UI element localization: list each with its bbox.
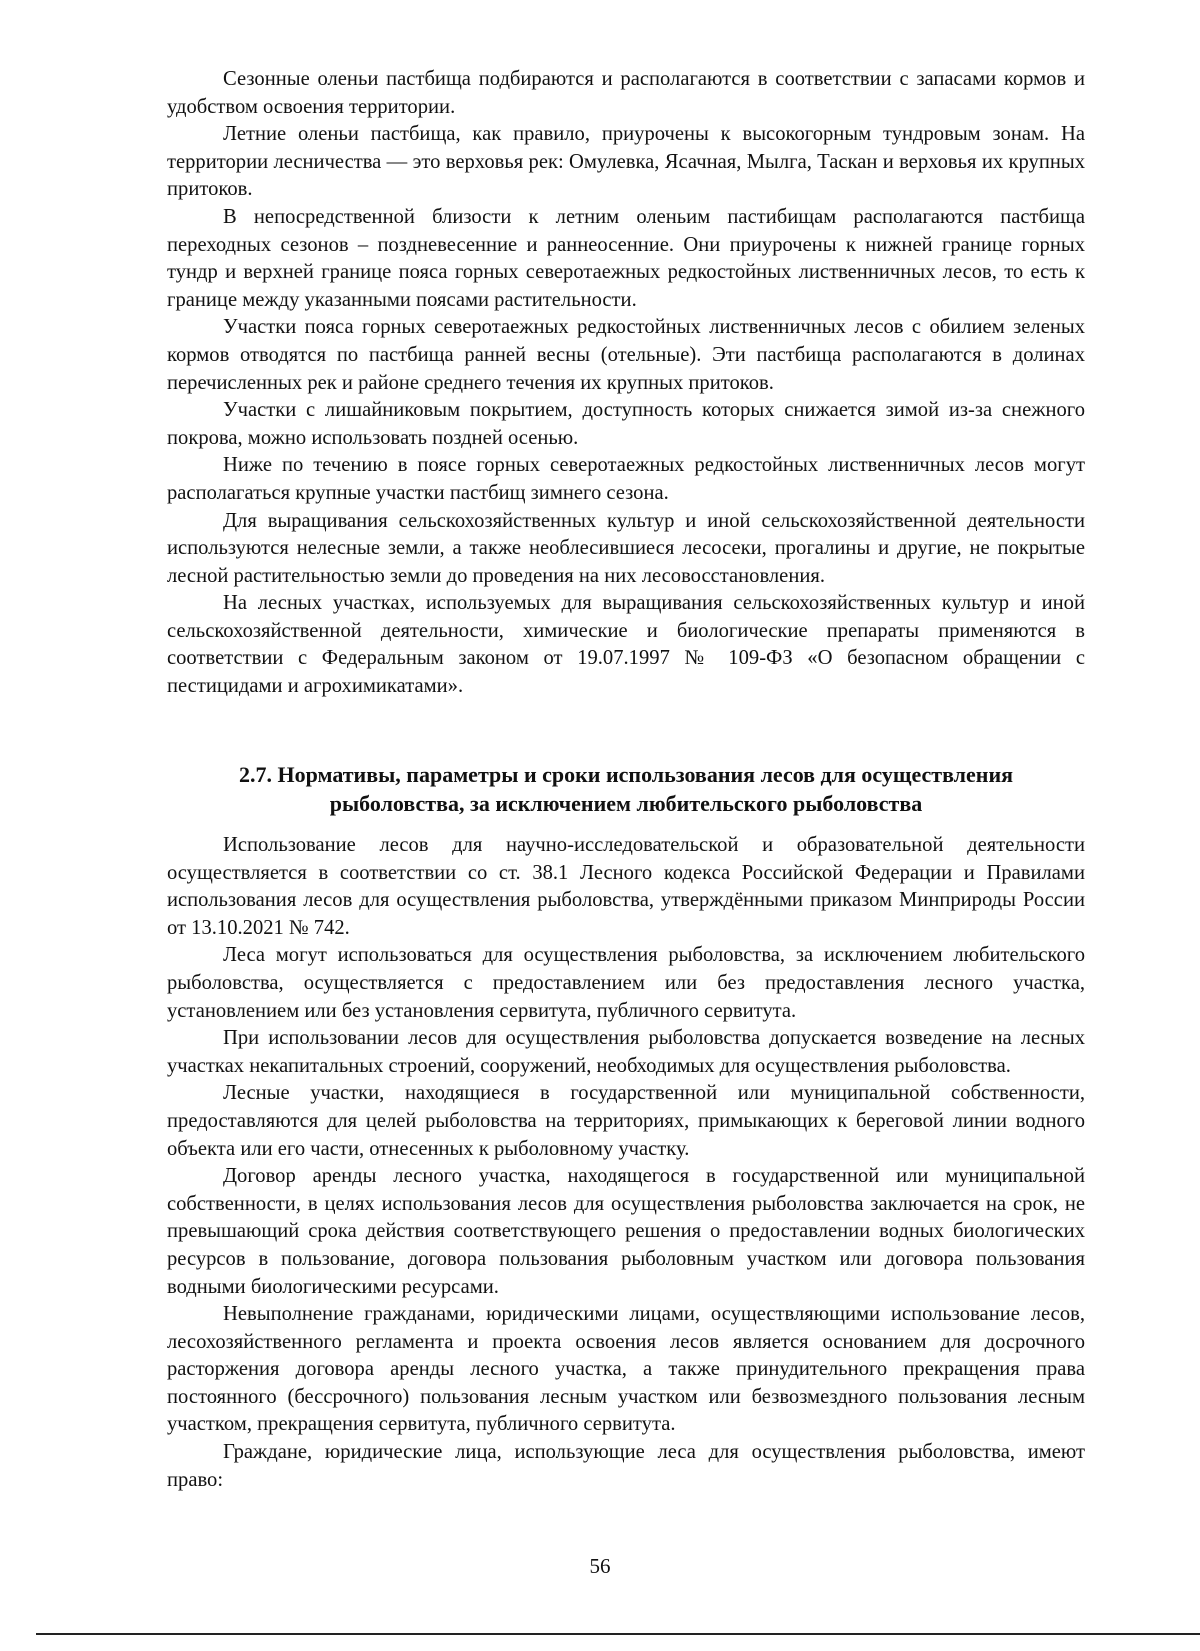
paragraph: На лесных участках, используемых для выращивания сельскохозяйственных культур и иной сельскохозяйственной деятельности, химические и биологические препараты применяются в соответствии с Федеральным законом от 19.07.1997 № 109-ФЗ «О безопасном обращении с пестицидами и агрохимикатами». bbox=[167, 592, 1085, 698]
paragraph: Участки с лишайниковым покрытием, доступность которых снижается зимой из-за снежного покрова, можно использовать поздней осенью. bbox=[167, 399, 1085, 449]
paragraph: Участки пояса горных северотаежных редкостойных лиственничных лесов с обилием зеленых кормов отводятся по пастбища ранней весны (отельные). Эти пастбища располагаются в долинах перечисленных рек и районе среднего течения их крупных притоков. bbox=[167, 316, 1085, 394]
paragraph: При использовании лесов для осуществления рыболовства допускается возведение на лесных участках некапитальных строений, сооружений, необходимых для осуществления рыболовства. bbox=[167, 1027, 1085, 1077]
section-heading bbox=[167, 760, 1085, 818]
paragraph: Для выращивания сельскохозяйственных культур и иной сельскохозяйственной деятельности используются нелесные земли, а также необлесившиеся лесосеки, прогалины и другие, не покрытые лесной растительностью земли до проведения на них лесовосстановления. bbox=[167, 509, 1085, 587]
paragraph: Использование лесов для научно-исследовательской и образовательной деятельности осуществляется в соответствии со ст. 38.1 Лесного кодекса Российской Федерации и Правилами использования лесов для осуществления рыболовства, утверждёнными приказом Минприроды России от 13.10.2021 № 742. bbox=[167, 834, 1085, 939]
paragraph: Договор аренды лесного участка, находящегося в государственной или муниципальной собственности, в целях использования лесов для осуществления рыболовства заключается на срок, не превышающий срока действия соответствующего решения о предоставлении водных биологических ресурсов в пользование, договора пользования рыболовным участком или договора пользования водными биологическими ресурсами. bbox=[167, 1165, 1085, 1298]
bottom-rule bbox=[36, 1633, 1200, 1635]
section-text-block bbox=[167, 832, 1085, 1494]
paragraph: Невыполнение гражданами, юридическими лицами, осуществляющими использование лесов, лесохозяйственного регламента и проекта освоения лесов является основанием для досрочного расторжения договора аренды лесного участка, а также принудительного прекращения права постоянного (бессрочного) пользования лесным участком или безвозмездного пользования лесным участком, прекращения сервитута, публичного сервитута. bbox=[167, 1303, 1085, 1436]
paragraph: Летние оленьи пастбища, как правило, приурочены к высокогорным тундровым зонам. На территории лесничества — это верховья рек: Омулевка, Ясачная, Мылга, Таскан и верховья их крупных притоков. bbox=[167, 123, 1085, 201]
paragraph: Граждане, юридические лица, использующие леса для осуществления рыболовства, имеют право: bbox=[167, 1441, 1085, 1491]
paragraph: Леса могут использоваться для осуществления рыболовства, за исключением любительского рыболовства, осуществляется с предоставлением или без предоставления лесного участка, установлением или без установления сервитута, публичного сервитута. bbox=[167, 944, 1085, 1022]
paragraph: В непосредственной близости к летним оленьим пастибищам располагаются пастбища переходных сезонов – поздневесенние и раннеосенние. Они приурочены к нижней границе горных тундр и верхней границе пояса горных северотаежных редкостойных лиственничных лесов, то есть к границе между указанными поясами растительности. bbox=[167, 205, 1085, 311]
section-heading-line-2: рыболовства, за исключением любительского рыболовства bbox=[329, 791, 923, 816]
section-heading-line-1: 2.7. Нормативы, параметры и сроки использования лесов для осуществления bbox=[238, 762, 1014, 787]
intro-text-block bbox=[167, 66, 1085, 701]
paragraph: Сезонные оленьи пастбища подбираются и располагаются в соответствии с запасами кормов и удобством освоения территории. bbox=[167, 68, 1085, 118]
paragraph: Ниже по течению в поясе горных северотаежных редкостойных лиственничных лесов могут располагаться крупные участки пастбищ зимнего сезона. bbox=[167, 454, 1085, 504]
page-number: 56 bbox=[589, 1554, 611, 1578]
paragraph: Лесные участки, находящиеся в государственной или муниципальной собственности, предоставляются для целей рыболовства на территориях, примыкающих к береговой линии водного объекта или его части, отнесенных к рыболовному участку. bbox=[167, 1082, 1085, 1160]
